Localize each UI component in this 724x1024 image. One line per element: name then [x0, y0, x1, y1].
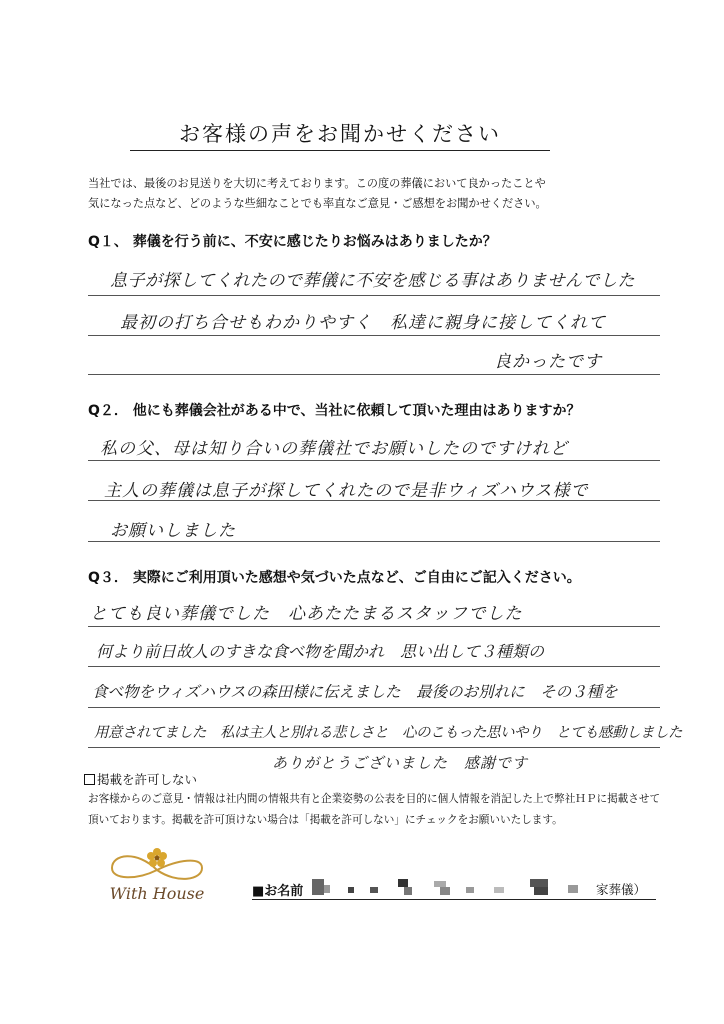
consent-label: 掲載を許可しない	[97, 772, 198, 787]
privacy-note-line-2: 頂いております。掲載を許可頂けない場合は「掲載を許可しない」にチェックをお願いいたします。	[88, 814, 563, 826]
intro-line-2: 気になった点など、どのような些細なことでも率直なご意見・ご感想をお聞かせください。	[88, 197, 547, 210]
question-1: Q１、 葬儀を行う前に、不安に感じたりお悩みはありましたか？	[88, 234, 497, 250]
answer-2-line-1: 私の父、母は知り合いの葬儀社でお願いしたのですけれど	[100, 439, 568, 459]
consent-option[interactable]	[84, 770, 197, 788]
company-logo	[92, 846, 222, 910]
answer-line	[88, 374, 660, 375]
answer-3-line-2: 何より前日故人のすきな食べ物を聞かれ 思い出して３種類の	[96, 642, 545, 661]
answer-line	[88, 295, 660, 296]
name-label: ■お名前	[252, 884, 304, 899]
question-3: Q３． 実際にご利用頂いた感想や気づいた点など、ご自由にご記入ください。	[88, 570, 581, 586]
answer-line	[88, 707, 660, 708]
privacy-note-line-1: お客様からのご意見・情報は社内間の情報共有と企業姿勢の公表を目的に個人情報を消記した上で弊社ＨＰに掲載させて	[88, 793, 661, 805]
redacted-name	[312, 877, 592, 899]
answer-line	[88, 626, 660, 627]
consent-checkbox[interactable]	[84, 774, 95, 785]
answer-2-line-2: 主人の葬儀は息子が探してくれたので是非ウィズハウス様で	[104, 481, 589, 501]
answer-3-line-5: ありがとうございました 感謝です	[272, 754, 529, 772]
answer-3-line-1: とても良い葬儀でした 心あたたまるスタッフでした	[90, 604, 523, 624]
logo-text: With House	[109, 884, 205, 903]
name-suffix: 家葬儀）	[596, 882, 647, 897]
answer-line	[88, 541, 660, 542]
answer-2-line-3: お願いしました	[110, 521, 236, 541]
question-2: Q２． 他にも葬儀会社がある中で、当社に依頼して頂いた理由はありますか？	[88, 403, 581, 419]
answer-line	[88, 460, 660, 461]
flower-infinity-icon	[92, 846, 222, 886]
answer-1-line-1: 息子が探してくれたので葬儀に不安を感じる事はありませんでした	[110, 271, 635, 291]
answer-1-line-3: 良かったです	[494, 352, 602, 372]
page-title: お客様の声をお聞かせください	[179, 122, 501, 146]
answer-3-line-4: 用意されてました 私は主人と別れる悲しさと 心のこもった思いやり とても感動しました	[94, 725, 682, 741]
answer-line	[88, 666, 660, 667]
intro-line-1: 当社では、最後のお見送りを大切に考えております。この度の葬儀において良かったことや	[88, 177, 546, 190]
answer-3-line-3: 食べ物をウィズハウスの森田様に伝えました 最後のお別れに その３種を	[92, 683, 618, 701]
name-underline	[252, 899, 656, 900]
answer-line	[88, 747, 660, 748]
answer-line	[88, 335, 660, 336]
title-underline	[130, 150, 550, 151]
answer-1-line-2: 最初の打ち合せもわかりやすく 私達に親身に接してくれて	[120, 313, 606, 333]
